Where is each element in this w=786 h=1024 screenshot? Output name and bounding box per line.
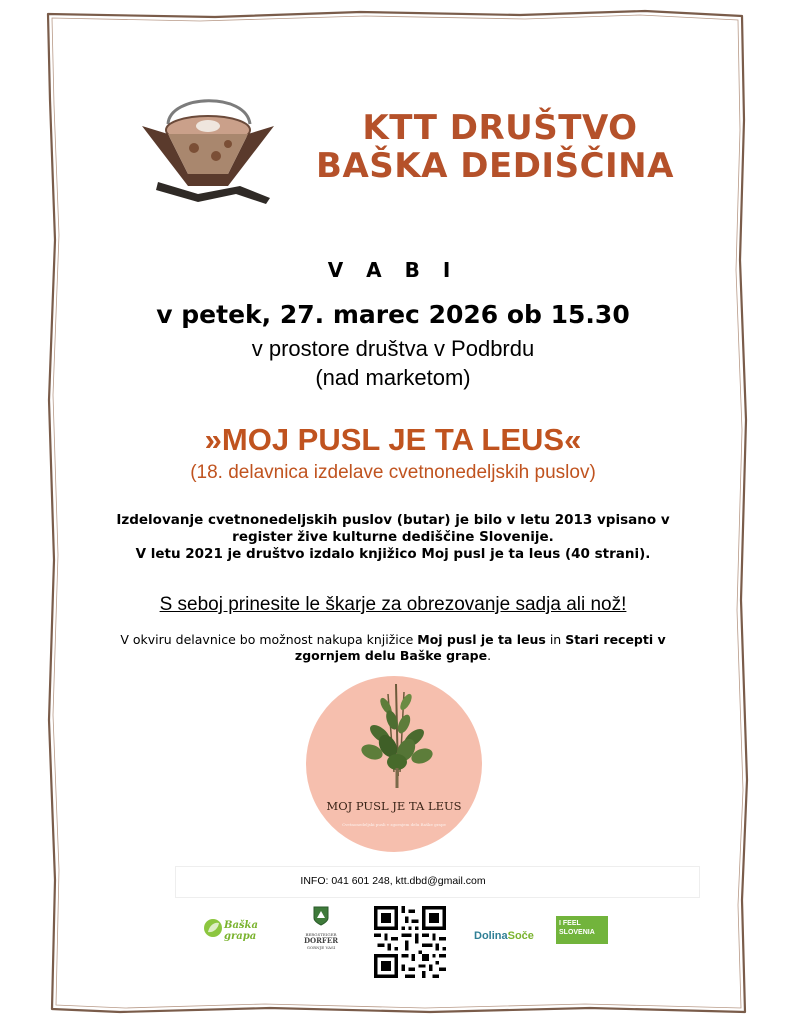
event-subtitle: (18. delavnica izdelave cvetnonedeljskih puslov)	[190, 462, 596, 483]
baska-grapa-logo	[202, 915, 292, 945]
baska-grapa-text: Baška grapa	[224, 920, 258, 942]
book-purchase-note	[110, 632, 676, 664]
heritage-info	[100, 512, 686, 563]
purchase-text: in	[545, 632, 566, 647]
feel-slovenia-text: I FEEL	[559, 920, 581, 927]
dolina-soce-logo	[474, 924, 534, 943]
dolina-soce-text-accent: Soče	[507, 930, 534, 942]
invitation-heading: V A B I	[327, 258, 459, 282]
book-title-2: Stari recepti v zgornjem delu Baške grape	[294, 632, 666, 663]
heritage-info-line: V letu 2021 je društvo izdalo knjižico Moj pusl je ta leus (40 strani).	[135, 546, 651, 562]
book-cover-title: MOJ PUSL JE TA LEUS	[326, 799, 462, 813]
heritage-info-line: register žive kulturne dediščine Slovenije.	[232, 529, 554, 545]
dorfer-text-line: DORFER	[303, 936, 339, 945]
i-feel-slovenia-logo	[556, 916, 608, 944]
organization-name: KTT DRUŠTVO	[362, 108, 638, 148]
event-venue-note: (nad marketom)	[315, 365, 471, 390]
purchase-text: .	[487, 648, 492, 663]
dolina-soce-text: Dolina	[474, 930, 508, 942]
book-cover-subtitle: Cvetnonedeljski pusli v zgornjem delu Baške grape	[342, 822, 446, 827]
contact-info: INFO: 041 601 248, ktt.dbd@gmail.com	[300, 875, 486, 887]
event-venue: v prostore društva v Podbrdu	[251, 336, 535, 361]
event-date: v petek, 27. marec 2026 ob 15.30	[156, 300, 630, 329]
event-title: »MOJ PUSL JE TA LEUS«	[204, 422, 582, 457]
heritage-info-line: Izdelovanje cvetnonedeljskih puslov (butar) je bilo v letu 2013 vpisano v	[116, 512, 670, 528]
dorfer-text-line: GORNJE VASI	[306, 945, 336, 950]
book-title-1: Moj pusl je ta leus	[417, 632, 546, 647]
clay-vessel-icon	[128, 86, 288, 216]
shield-icon	[313, 906, 329, 926]
leaf-icon	[202, 917, 224, 939]
bring-tools-note: S seboj prinesite le škarje za obrezovanje sadja ali nož!	[159, 594, 627, 615]
book-cover-image	[306, 676, 482, 852]
qr-code-icon	[374, 906, 446, 978]
organization-name-second-line: BAŠKA DEDIŠČINA	[316, 146, 674, 186]
bergsteiger-dorfer-logo	[296, 906, 346, 956]
dorfer-text-line: BERGSTEIGER	[305, 932, 337, 937]
purchase-text: V okviru delavnice bo možnost nakupa knjižice	[120, 632, 418, 647]
feel-slovenia-text: SLOVENIA	[559, 929, 595, 936]
